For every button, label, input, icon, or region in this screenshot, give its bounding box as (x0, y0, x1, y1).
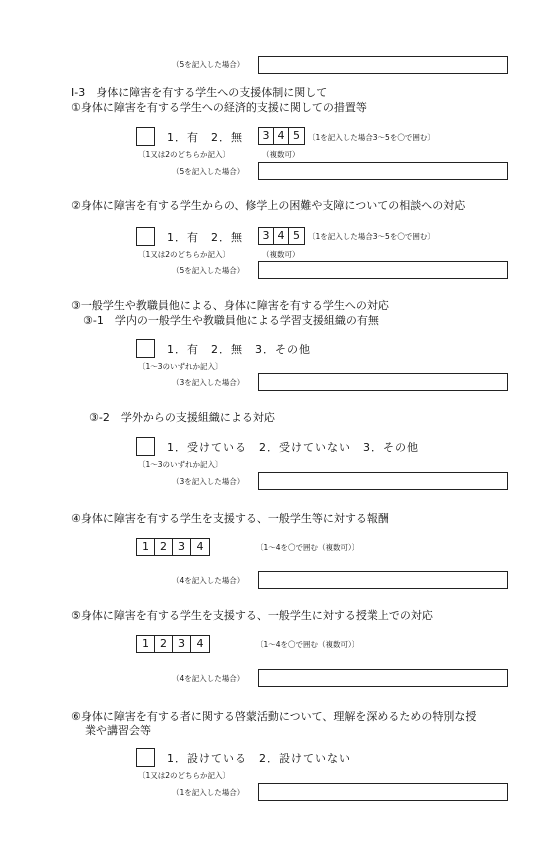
answer-box[interactable] (136, 339, 155, 358)
field-label: （4を記入した場合） (172, 674, 245, 683)
subquestion-title: ③-1 学内の一般学生や教職員他による学習支援組織の有無 (83, 314, 379, 327)
answer-note: 〔1～3のいずれか記入〕 (138, 362, 223, 371)
cells-note: 〔1を記入した場合3～5を〇で囲む〕 (308, 232, 435, 241)
question-title: ②身体に障害を有する学生からの、修学上の困難や支障についての相談への対応 (71, 199, 466, 212)
choice-cell[interactable]: 4 (196, 637, 204, 650)
answer-box[interactable] (136, 748, 155, 767)
choice-cell[interactable]: 4 (196, 540, 204, 553)
answer-note: 〔1又は2のどちらか記入〕 (138, 150, 231, 159)
q3-1-other-input[interactable] (258, 373, 508, 391)
options-text: 1．有 2．無 (167, 131, 243, 144)
choice-cell[interactable]: 4 (274, 228, 289, 244)
field-label: （5を記入した場合） (172, 60, 245, 69)
choice-cell[interactable]: 1 (137, 539, 155, 555)
q5-other-input[interactable] (258, 669, 508, 687)
choice-cells[interactable] (258, 227, 305, 245)
answer-note: 〔1又は2のどちらか記入〕 (138, 250, 231, 259)
q2-other-input[interactable] (258, 261, 508, 279)
choice-cell[interactable]: 3 (259, 128, 274, 144)
question-title: ③一般学生や教職員他による、身体に障害を有する学生への対応 (71, 299, 389, 312)
multi-note: （複数可） (262, 150, 300, 159)
question-title: ④身体に障害を有する学生を支援する、一般学生等に対する報酬 (71, 512, 389, 525)
top-other-input[interactable] (258, 56, 508, 74)
q4-other-input[interactable] (258, 571, 508, 589)
question-title: ⑤身体に障害を有する学生を支援する、一般学生に対する授業上での対応 (71, 609, 433, 622)
choice-cells[interactable] (136, 538, 210, 556)
question-title: ⑥身体に障害を有する者に関する啓蒙活動について、理解を深めるための特別な授 (71, 710, 477, 723)
section-title: Ⅰ-3 身体に障害を有する学生への支援体制に関して (71, 86, 328, 99)
choice-cells[interactable] (136, 635, 210, 653)
choice-cell[interactable]: 3 (173, 636, 191, 652)
q3-2-other-input[interactable] (258, 472, 508, 490)
options-text: 1．受けている 2．受けていない 3．その他 (167, 441, 419, 454)
field-label: （5を記入した場合） (172, 167, 245, 176)
options-text: 1．設けている 2．設けていない (167, 752, 351, 765)
field-label: （5を記入した場合） (172, 266, 245, 275)
subquestion-title: ③-2 学外からの支援組織による対応 (89, 411, 275, 424)
field-label: （3を記入した場合） (172, 477, 245, 486)
answer-box[interactable] (136, 437, 155, 456)
question-title: ①身体に障害を有する学生への経済的支援に関しての措置等 (71, 101, 367, 114)
choice-cell[interactable]: 3 (173, 539, 191, 555)
options-text: 1．有 2．無 3．その他 (167, 343, 311, 356)
q6-other-input[interactable] (258, 783, 508, 801)
choice-cell[interactable]: 1 (137, 636, 155, 652)
answer-box[interactable] (136, 227, 155, 246)
cells-note: 〔1～4を〇で囲む（複数可）〕 (256, 543, 360, 552)
choice-cell[interactable]: 2 (155, 636, 173, 652)
cells-note: 〔1～4を〇で囲む（複数可）〕 (256, 640, 360, 649)
field-label: （3を記入した場合） (172, 378, 245, 387)
field-label: （4を記入した場合） (172, 576, 245, 585)
answer-note: 〔1又は2のどちらか記入〕 (138, 771, 231, 780)
choice-cell[interactable]: 2 (155, 539, 173, 555)
field-label: （1を記入した場合） (172, 788, 245, 797)
options-text: 1．有 2．無 (167, 231, 243, 244)
choice-cell[interactable]: 4 (274, 128, 289, 144)
choice-cell[interactable]: 3 (259, 228, 274, 244)
answer-note: 〔1～3のいずれか記入〕 (138, 460, 223, 469)
choice-cell[interactable]: 5 (293, 129, 300, 142)
question-title-cont: 業や講習会等 (85, 724, 151, 737)
q1-other-input[interactable] (258, 162, 508, 180)
answer-box[interactable] (136, 127, 155, 146)
cells-note: 〔1を記入した場合3～5を〇で囲む〕 (308, 133, 435, 142)
choice-cell[interactable]: 5 (293, 229, 300, 242)
multi-note: （複数可） (262, 250, 300, 259)
choice-cells[interactable] (258, 127, 305, 145)
